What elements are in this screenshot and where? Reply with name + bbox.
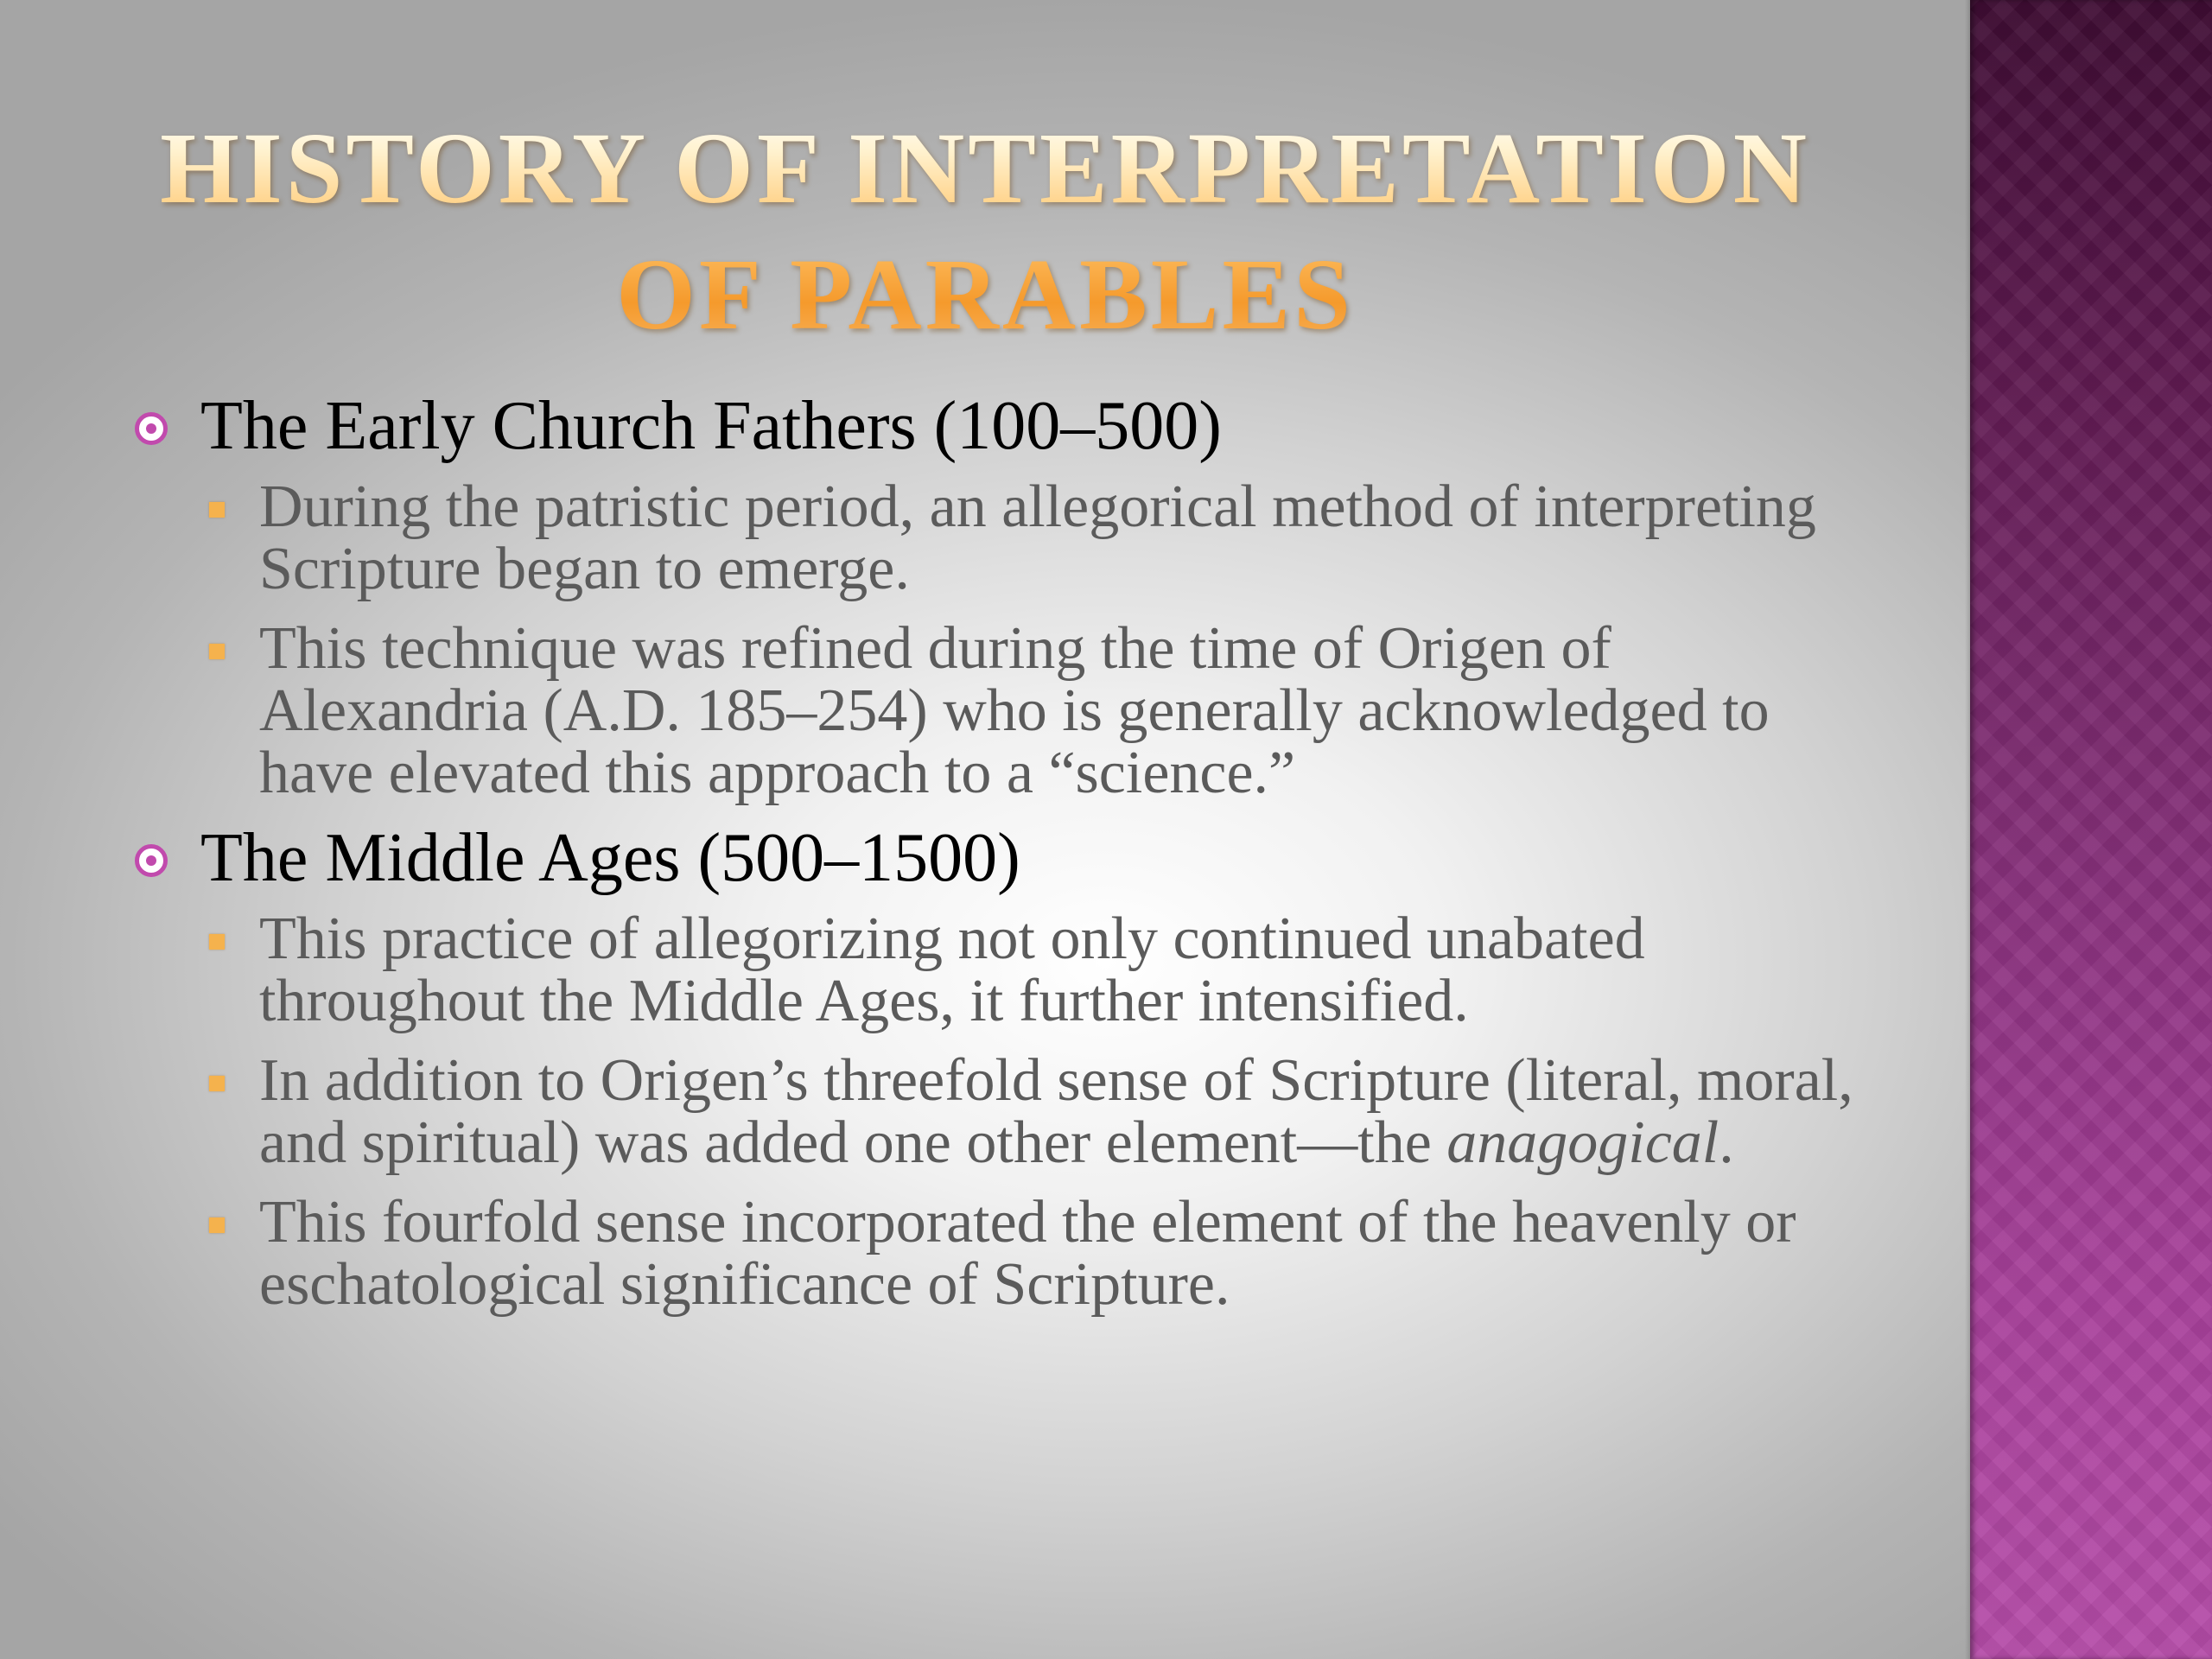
decorative-side-band: [1970, 0, 2212, 1659]
sub-bullet-text: This fourfold sense incorporated the element of the heavenly or eschatological significance of Scripture.: [259, 1189, 1796, 1318]
square-bullet-icon: [209, 934, 225, 950]
sub-bullet-item: [130, 615, 1875, 806]
slide-title: [104, 105, 1866, 358]
sub-bullet-item: [130, 908, 1875, 1033]
sub-bullet-item: [130, 1047, 1875, 1176]
title-line-1: HISTORY OF INTERPRETATION: [160, 111, 1810, 225]
sub-bullet-text-part: In addition to Origen’s threefold sense of Scripture (literal, moral, and spiritual) was added one other element—the: [259, 1047, 1853, 1176]
sub-bullet-text: During the patristic period, an allegorical method of interpreting Scripture began to emerge.: [259, 474, 1816, 602]
sub-bullet-item: [130, 1189, 1875, 1318]
square-bullet-icon: [209, 1217, 225, 1233]
section-heading-text: The Middle Ages (500–1500): [200, 820, 1020, 896]
sub-bullet-text-part: .: [1719, 1109, 1734, 1176]
square-bullet-icon: [209, 1076, 225, 1091]
section-heading: [130, 385, 1875, 467]
square-bullet-icon: [209, 502, 225, 518]
slide-body: [130, 385, 1875, 1316]
section-early-church-fathers: [130, 385, 1875, 804]
sub-bullet-text: This practice of allegorizing not only continued unabated throughout the Middle Ages, it further intensified.: [259, 906, 1645, 1034]
sub-bullet-list: [130, 476, 1875, 804]
section-heading-text: The Early Church Fathers (100–500): [200, 388, 1222, 464]
square-bullet-icon: [209, 644, 225, 659]
section-heading: [130, 817, 1875, 899]
circle-bullet-icon: [135, 844, 168, 877]
sub-bullet-list: [130, 908, 1875, 1316]
sub-bullet-text: This technique was refined during the time of Origen of Alexandria (A.D. 185–254) who is generally acknowledged to have elevated this approach to a “science.”: [259, 615, 1770, 806]
circle-bullet-icon: [135, 412, 168, 445]
section-middle-ages: [130, 817, 1875, 1316]
emphasized-term: anagogical: [1446, 1109, 1719, 1176]
sub-bullet-item: [130, 476, 1875, 601]
sub-bullet-text: [259, 1047, 1853, 1176]
title-line-2: OF PARABLES: [616, 238, 1354, 351]
